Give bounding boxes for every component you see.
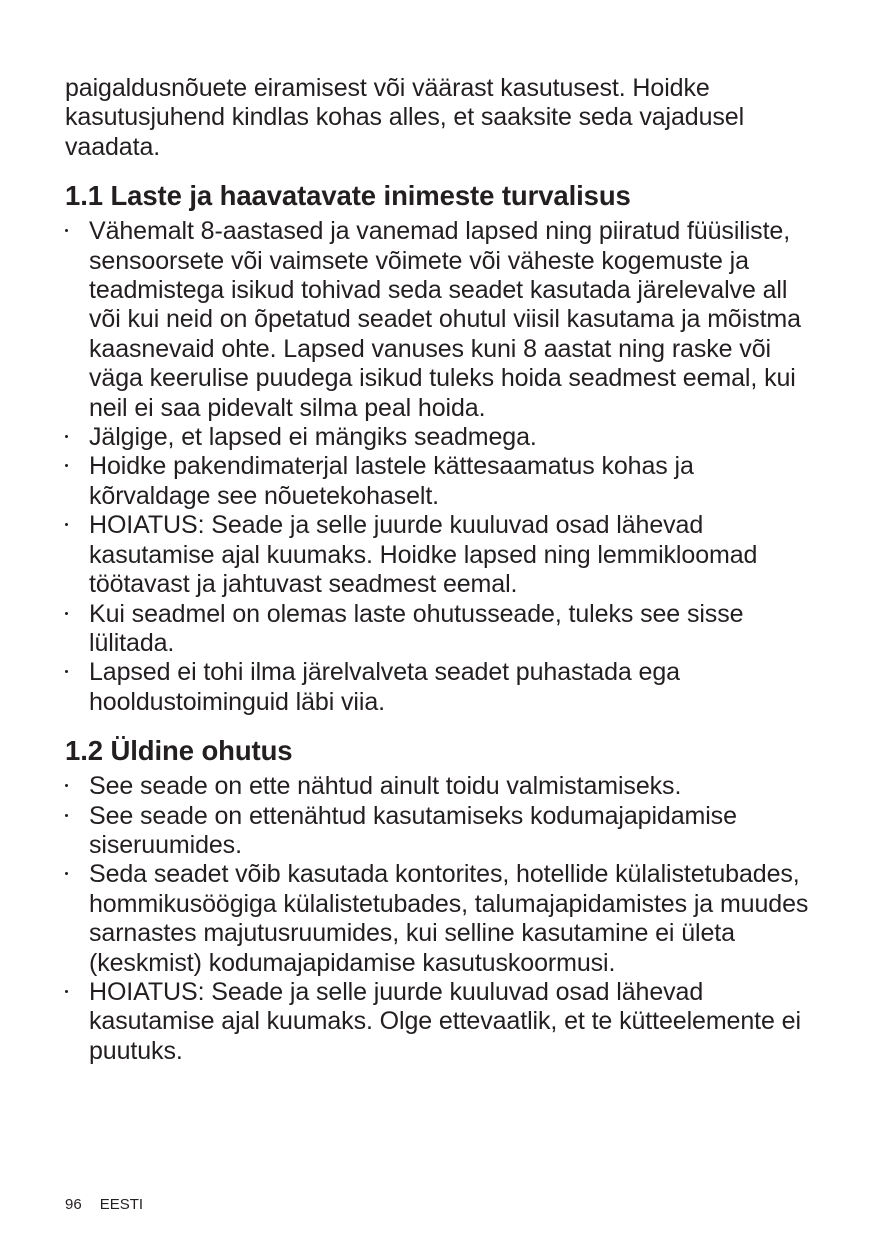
list-item: Lapsed ei tohi ilma järelvalveta seadet puhastada ega hooldustoiminguid läbi viia. [65,658,815,717]
list-item: HOIATUS: Seade ja selle juurde kuuluvad osad lähevad kasutamise ajal kuumaks. Olge ettevaatlik, et te kütteelemente ei puutuks. [65,978,815,1066]
list-item: Kui seadmel on olemas laste ohutusseade, tuleks see sisse lülitada. [65,600,815,659]
section-heading-child-safety: 1.1 Laste ja haavatavate inimeste turvalisus [65,180,631,212]
list-item: Hoidke pakendimaterjal lastele kättesaamatus kohas ja kõrvaldage see nõuetekohaselt. [65,452,815,511]
bullet-icon [65,670,68,673]
bullet-icon [65,523,68,526]
bullet-icon [65,435,68,438]
list-item: See seade on ette nähtud ainult toidu valmistamiseks. [65,772,815,801]
intro-paragraph: paigaldusnõuete eiramisest või väärast kasutusest. Hoidke kasutusjuhend kindlas kohas alles, et saaksite seda vajadusel vaadata. [65,74,745,161]
bullet-icon [65,990,68,993]
bullet-icon [65,814,68,817]
section-heading-general-safety: 1.2 Üldine ohutus [65,735,293,767]
bullet-icon [65,784,68,787]
page-footer [65,1196,143,1214]
bullet-icon [65,229,68,232]
bullet-icon [65,872,68,875]
list-item: Seda seadet võib kasutada kontorites, hotellide külalistetubades, hommikusöögiga külalistetubades, talumajapidamistes ja muudes sarnastes majutusruumides, kui selline kasutamine ei ületa (keskmist) kodumajapidamise kasutuskoormusi. [65,860,815,978]
page-number: 96 [65,1196,82,1213]
list-item: Vähemalt 8-aastased ja vanemad lapsed ning piiratud füüsiliste, sensoorsete või vaimsete võimete või väheste kogemuste ja teadmistega isikud tohivad seda seadet kasutada järelevalve all või kui neid on õpetatud seadet ohutul viisil kasutama ja mõistma kaasnevaid ohte. Lapsed vanuses kuni 8 aastat ning raske või väga keerulise puudega isikud tuleks hoida seadmest eemal, kui neil ei saa pidevalt silma peal hoida. [65,217,815,423]
list-item: HOIATUS: Seade ja selle juurde kuuluvad osad lähevad kasutamise ajal kuumaks. Hoidke lapsed ning lemmikloomad töötavast ja jahtuvast seadmest eemal. [65,511,815,599]
child-safety-list [65,217,815,717]
list-item: Jälgige, et lapsed ei mängiks seadmega. [65,423,815,452]
bullet-icon [65,612,68,615]
document-body [65,74,815,1066]
general-safety-list [65,772,815,1066]
list-item: See seade on ettenähtud kasutamiseks kodumajapidamise siseruumides. [65,802,815,861]
bullet-icon [65,464,68,467]
footer-language: EESTI [99,1196,144,1213]
